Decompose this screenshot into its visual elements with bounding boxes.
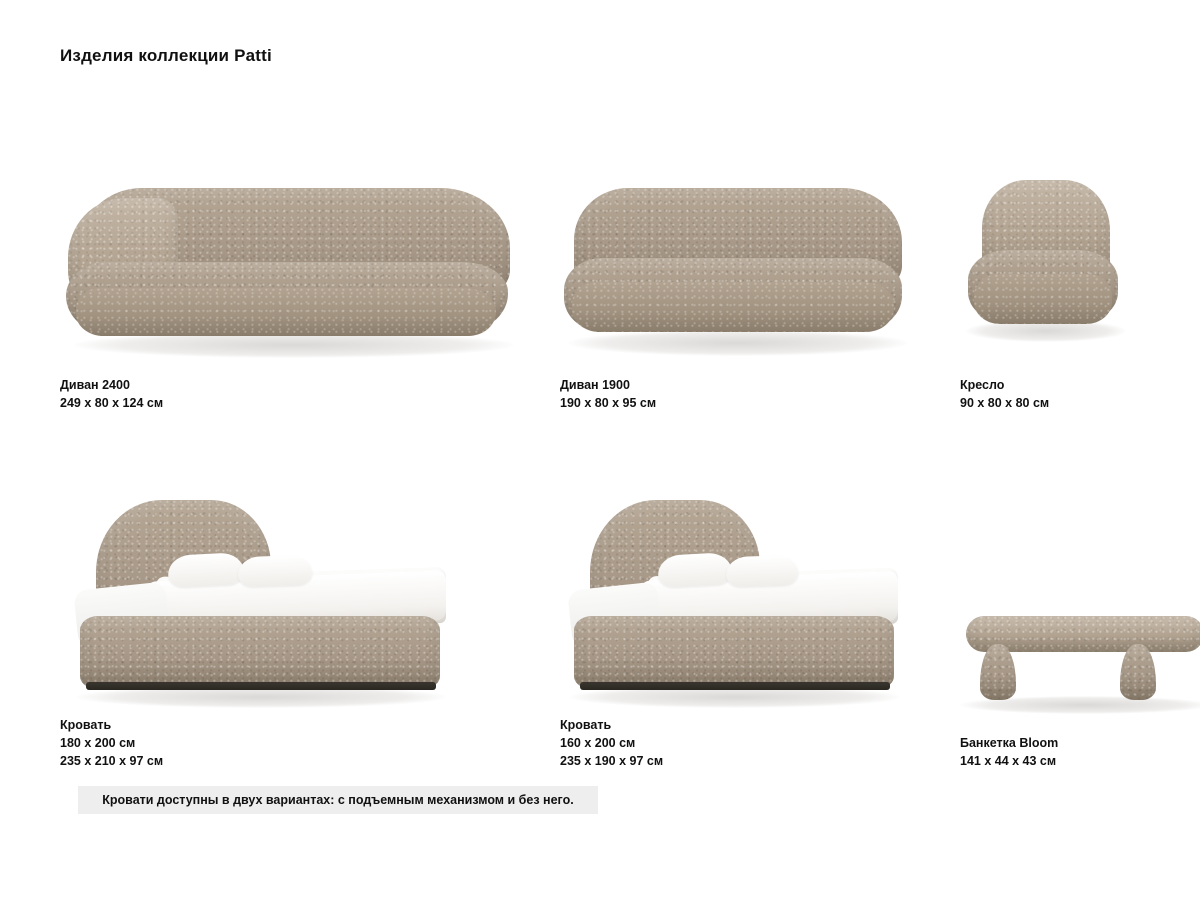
bed-pillow-right (725, 555, 798, 587)
product-image-bench-bloom (960, 508, 1140, 718)
product-card-bed-160 (560, 490, 960, 770)
product-caption (560, 376, 960, 412)
product-name: Кровать (560, 718, 612, 732)
product-name: Диван 1900 (560, 378, 630, 392)
product-name: Диван 2400 (60, 378, 130, 392)
product-dimensions-overall: 235 x 210 x 97 см (60, 754, 164, 768)
product-dimensions: 160 x 200 см (560, 736, 636, 750)
product-image-sofa-1900 (560, 170, 960, 360)
drop-shadow (568, 330, 908, 356)
bed-base (574, 616, 894, 688)
beds-availability-note: Кровати доступны в двух вариантах: с подъемным механизмом и без него. (78, 786, 598, 814)
product-card-armchair (960, 170, 1140, 412)
product-image-armchair (960, 170, 1140, 360)
product-row-lower (60, 490, 1140, 770)
bed-plinth (580, 682, 890, 690)
product-dimensions: 190 x 80 x 95 см (560, 396, 657, 410)
sofa-seat-front (572, 282, 894, 332)
product-name: Кресло (960, 378, 1005, 392)
bench-leg-left (980, 644, 1016, 700)
bench-leg-right (1120, 644, 1156, 700)
bed-pillow-left (167, 552, 245, 588)
product-card-sofa-1900 (560, 170, 960, 412)
page-title: Изделия коллекции Patti (60, 46, 272, 65)
product-card-sofa-2400 (60, 170, 560, 412)
product-caption (60, 716, 560, 770)
product-row-upper (60, 170, 1140, 412)
bed-pillow-left (657, 552, 733, 588)
product-card-bed-180 (60, 490, 560, 770)
sofa-seat-front (76, 288, 496, 336)
product-image-bed-160 (560, 490, 960, 700)
product-dimensions-overall: 235 x 190 x 97 см (560, 754, 664, 768)
bed-base (80, 616, 440, 688)
product-name: Банкетка Bloom (960, 736, 1059, 750)
product-caption (960, 734, 1140, 770)
product-caption (560, 716, 960, 770)
product-dimensions: 141 x 44 x 43 см (960, 754, 1057, 768)
product-image-bed-180 (60, 490, 560, 700)
product-caption (960, 376, 1140, 412)
product-dimensions: 249 x 80 x 124 см (60, 396, 164, 410)
armchair-seat-front (974, 274, 1112, 324)
product-name: Кровать (60, 718, 112, 732)
product-dimensions: 90 x 80 x 80 см (960, 396, 1050, 410)
product-image-sofa-2400 (60, 170, 560, 360)
product-dimensions: 180 x 200 см (60, 736, 136, 750)
bed-pillow-right (237, 555, 312, 588)
bed-plinth (86, 682, 436, 690)
product-caption (60, 376, 560, 412)
product-card-bench-bloom (960, 508, 1140, 770)
